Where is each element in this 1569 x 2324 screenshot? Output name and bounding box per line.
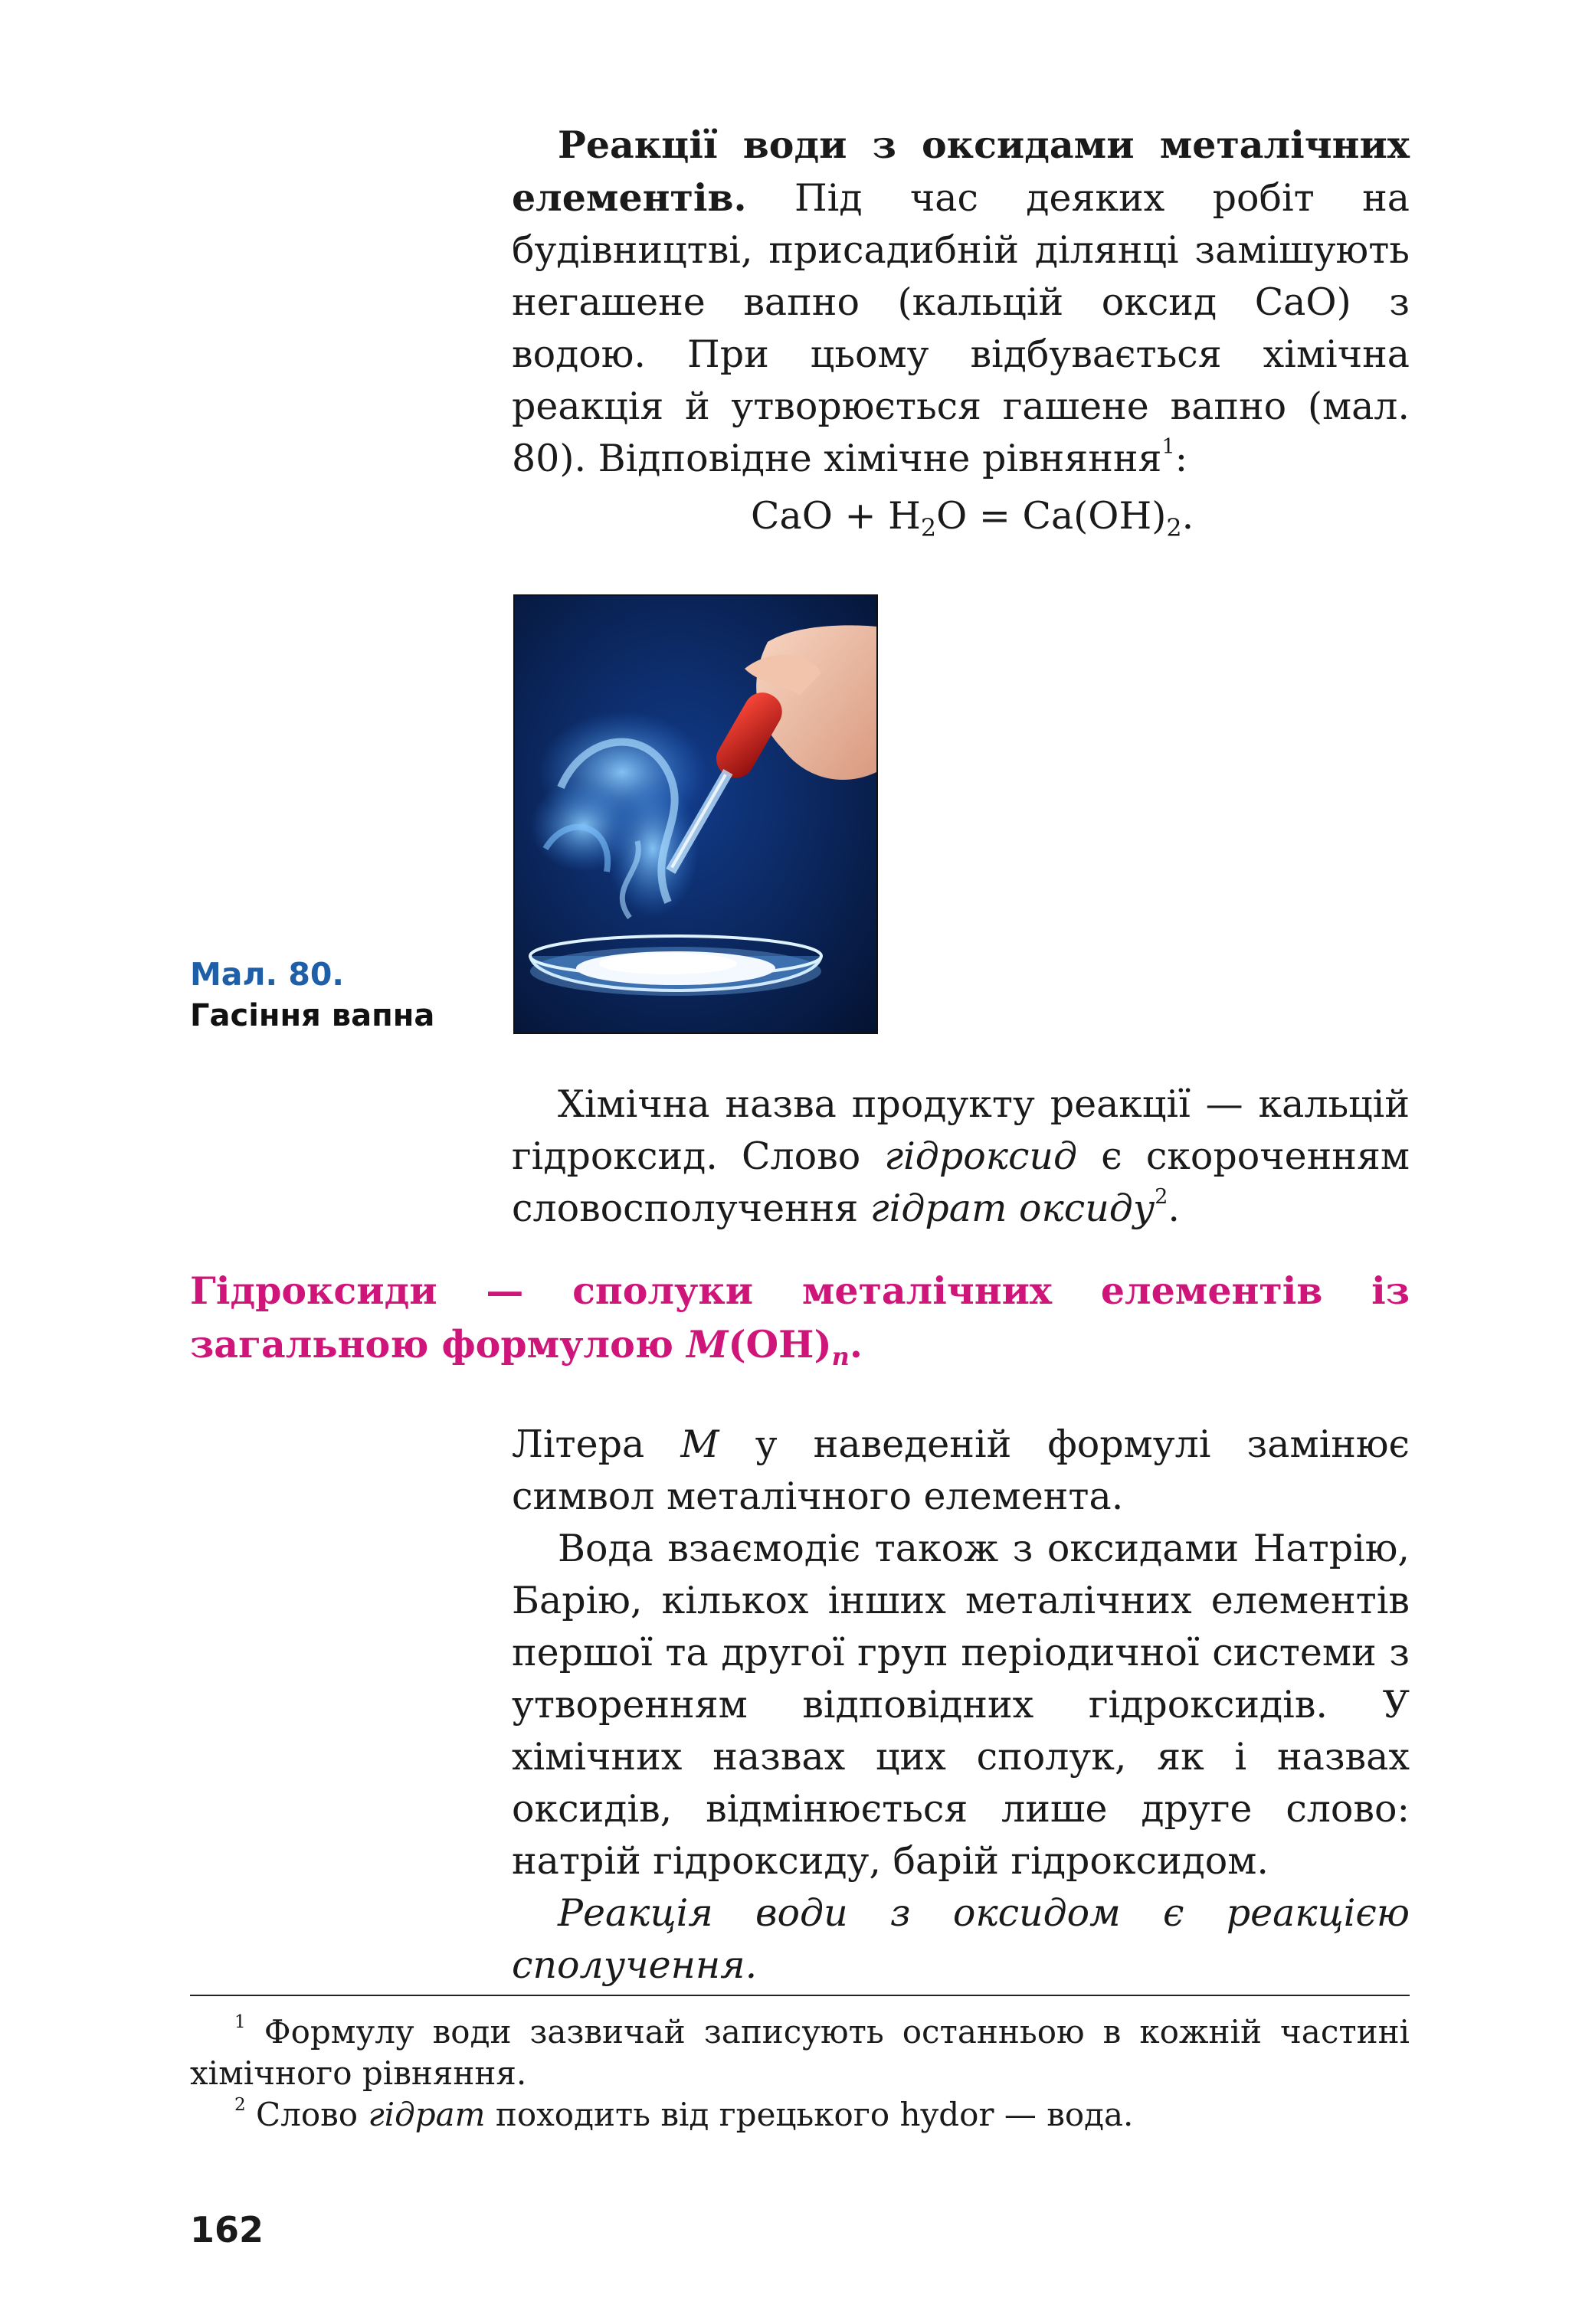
text: Літера — [512, 1422, 681, 1466]
text: . — [1168, 1187, 1180, 1230]
footnote-italic: гідрат — [368, 2096, 486, 2133]
footnote-ref-2[interactable]: 2 — [1155, 1185, 1168, 1209]
footnote-2 — [190, 2094, 1410, 2136]
formula-oh: (OH) — [728, 1322, 832, 1367]
formula-m: M — [686, 1322, 729, 1367]
text: Хімічна назва продукту реакції — кальцій гідроксид. Слово — [512, 1082, 1410, 1178]
footnotes — [190, 2011, 1410, 2136]
paragraph-end: : — [1174, 437, 1188, 480]
lime-slaking-illustration — [515, 596, 876, 1033]
paragraph-reactions — [512, 119, 1410, 485]
definition-text: Гідроксиди — сполуки металічних елементів із загальною формулою — [190, 1268, 1410, 1367]
eq-part: . — [1181, 494, 1194, 538]
term-italic: гідрат оксиду — [870, 1187, 1155, 1230]
paragraph-hydroxide-name — [512, 1079, 1410, 1235]
paragraph-other-oxides: Вода взаємодіє також з оксидами Натрію, Барію, кількох інших металічних елементів першої та другої груп періодичної системи з утворенням відповідних гідроксидів. У хімічних назвах цих сполук, як і назвах оксидів, відмінюється лише друге слово: натрій гідроксиду, барій гідроксидом. — [512, 1527, 1410, 1883]
footnote-mark: 1 — [234, 2012, 246, 2033]
footnote-divider — [190, 1995, 1410, 1996]
page-number: 162 — [190, 2209, 264, 2250]
footnote-text: походить від грецького hydor — вода. — [485, 2096, 1134, 2133]
text: у наведеній формулі замінює символ металічного елемента. — [512, 1422, 1410, 1518]
paragraph-text: Під час деяких робіт на будівництві, присадибній ділянці замішують негашене вапно (кальцій оксид CaO) з водою. При цьому відбувається хімічна реакція й утворюється гашене вапно (мал. 80). Відповідне хімічне рівняння — [512, 176, 1410, 480]
eq-part: O = Ca(OH) — [936, 494, 1167, 538]
eq-part: CaO + H — [751, 494, 921, 538]
eq-sub: 2 — [1166, 512, 1182, 542]
footnote-mark: 2 — [234, 2095, 246, 2116]
formula-n: n — [831, 1341, 850, 1371]
term-italic: гідроксид — [884, 1134, 1078, 1178]
definition-box — [190, 1264, 1410, 1371]
definition-end: . — [849, 1322, 863, 1367]
figure-caption-text: Гасіння вапна — [190, 998, 435, 1033]
figure-number: Мал. 80. — [190, 956, 344, 993]
paragraph-lead: Реакції води з оксидами металічних елементів. — [512, 123, 1410, 220]
body-text-block — [512, 1419, 1410, 1992]
footnote-ref-1[interactable]: 1 — [1161, 435, 1175, 460]
footnote-1 — [190, 2011, 1410, 2094]
eq-sub: 2 — [920, 512, 937, 542]
formula-m: M — [680, 1422, 719, 1466]
text: є скороченням словосполучення — [512, 1134, 1410, 1230]
footnote-text: Слово — [245, 2096, 369, 2133]
footnote-text: Формулу води зазвичай записують останньою в кожній частині хімічного рівняння. — [190, 2013, 1410, 2092]
figure-photo — [513, 594, 878, 1034]
figure-caption — [190, 954, 496, 1036]
paragraph-conclusion: Реакція води з оксидом є реакцією сполучення. — [512, 1891, 1410, 1987]
chemical-equation — [751, 490, 1210, 542]
